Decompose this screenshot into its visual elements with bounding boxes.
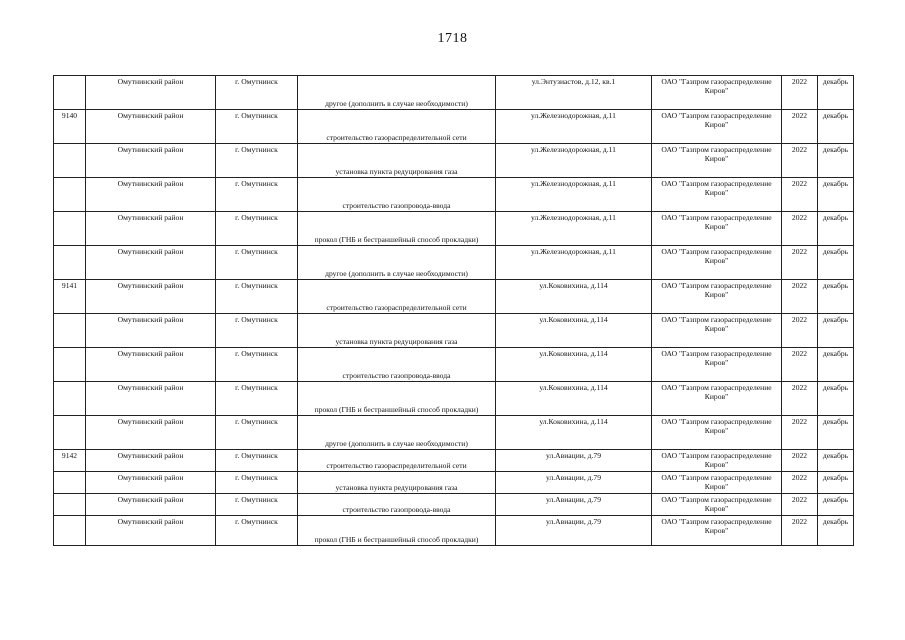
district-cell: Омутнинский район — [86, 382, 216, 416]
row-number-cell — [54, 144, 86, 178]
address-cell: ул.Коковихина, д.114 — [496, 348, 652, 382]
work-type-cell: другое (дополнить в случае необходимости) — [298, 246, 496, 280]
organization-cell: ОАО "Газпром газораспределение Киров" — [652, 348, 782, 382]
work-type-cell: строительство газопровода-ввода — [298, 178, 496, 212]
table-row — [54, 110, 854, 144]
town-cell: г. Омутнинск — [216, 516, 298, 546]
address-cell: ул.Железнодорожная, д.11 — [496, 110, 652, 144]
address-cell: ул.Авиации, д.79 — [496, 472, 652, 494]
year-cell: 2022 — [782, 144, 818, 178]
organization-cell: ОАО "Газпром газораспределение Киров" — [652, 144, 782, 178]
month-cell: декабрь — [818, 144, 854, 178]
district-cell: Омутнинский район — [86, 472, 216, 494]
work-type-cell: строительство газопровода-ввода — [298, 348, 496, 382]
month-cell: декабрь — [818, 246, 854, 280]
town-cell: г. Омутнинск — [216, 246, 298, 280]
month-cell: декабрь — [818, 348, 854, 382]
town-cell: г. Омутнинск — [216, 314, 298, 348]
year-cell: 2022 — [782, 450, 818, 472]
work-type-cell: строительство газораспределительной сети — [298, 450, 496, 472]
town-cell: г. Омутнинск — [216, 144, 298, 178]
table-row — [54, 450, 854, 472]
year-cell: 2022 — [782, 472, 818, 494]
works-table — [53, 75, 854, 546]
district-cell: Омутнинский район — [86, 516, 216, 546]
town-cell: г. Омутнинск — [216, 110, 298, 144]
month-cell: декабрь — [818, 280, 854, 314]
address-cell: ул.Авиации, д.79 — [496, 450, 652, 472]
row-number-cell — [54, 348, 86, 382]
address-cell: ул.Железнодорожная, д.11 — [496, 212, 652, 246]
district-cell: Омутнинский район — [86, 110, 216, 144]
district-cell: Омутнинский район — [86, 450, 216, 472]
row-number-cell — [54, 472, 86, 494]
work-type-cell: другое (дополнить в случае необходимости) — [298, 76, 496, 110]
address-cell: ул.Авиации, д.79 — [496, 494, 652, 516]
month-cell: декабрь — [818, 416, 854, 450]
organization-cell: ОАО "Газпром газораспределение Киров" — [652, 110, 782, 144]
table-row — [54, 494, 854, 516]
town-cell: г. Омутнинск — [216, 348, 298, 382]
work-type-cell: прокол (ГНБ и бестраншейный способ прокладки) — [298, 212, 496, 246]
row-number-cell: 9141 — [54, 280, 86, 314]
year-cell: 2022 — [782, 212, 818, 246]
year-cell: 2022 — [782, 110, 818, 144]
month-cell: декабрь — [818, 212, 854, 246]
address-cell: ул.Коковихина, д.114 — [496, 314, 652, 348]
district-cell: Омутнинский район — [86, 280, 216, 314]
address-cell: ул.Коковихина, д.114 — [496, 280, 652, 314]
year-cell: 2022 — [782, 280, 818, 314]
town-cell: г. Омутнинск — [216, 416, 298, 450]
work-type-cell: установка пункта редуцирования газа — [298, 472, 496, 494]
town-cell: г. Омутнинск — [216, 212, 298, 246]
organization-cell: ОАО "Газпром газораспределение Киров" — [652, 246, 782, 280]
month-cell: декабрь — [818, 472, 854, 494]
month-cell: декабрь — [818, 382, 854, 416]
year-cell: 2022 — [782, 416, 818, 450]
row-number-cell: 9140 — [54, 110, 86, 144]
row-number-cell — [54, 494, 86, 516]
district-cell: Омутнинский район — [86, 212, 216, 246]
work-type-cell: установка пункта редуцирования газа — [298, 314, 496, 348]
town-cell: г. Омутнинск — [216, 472, 298, 494]
organization-cell: ОАО "Газпром газораспределение Киров" — [652, 212, 782, 246]
work-type-cell: прокол (ГНБ и бестраншейный способ прокладки) — [298, 516, 496, 546]
town-cell: г. Омутнинск — [216, 76, 298, 110]
table-row — [54, 212, 854, 246]
year-cell: 2022 — [782, 348, 818, 382]
row-number-cell — [54, 178, 86, 212]
table-row — [54, 348, 854, 382]
row-number-cell — [54, 382, 86, 416]
district-cell: Омутнинский район — [86, 246, 216, 280]
table-row — [54, 382, 854, 416]
address-cell: ул.Железнодорожная, д.11 — [496, 178, 652, 212]
month-cell: декабрь — [818, 494, 854, 516]
address-cell: ул.Железнодорожная, д.11 — [496, 246, 652, 280]
table-row — [54, 314, 854, 348]
table-row — [54, 178, 854, 212]
page-number: 1718 — [437, 31, 468, 46]
organization-cell: ОАО "Газпром газораспределение Киров" — [652, 494, 782, 516]
district-cell: Омутнинский район — [86, 144, 216, 178]
work-type-cell: другое (дополнить в случае необходимости) — [298, 416, 496, 450]
district-cell: Омутнинский район — [86, 76, 216, 110]
month-cell: декабрь — [818, 76, 854, 110]
town-cell: г. Омутнинск — [216, 280, 298, 314]
district-cell: Омутнинский район — [86, 416, 216, 450]
year-cell: 2022 — [782, 494, 818, 516]
year-cell: 2022 — [782, 76, 818, 110]
table-row — [54, 472, 854, 494]
row-number-cell — [54, 314, 86, 348]
table-row — [54, 416, 854, 450]
address-cell: ул.Авиации, д.79 — [496, 516, 652, 546]
organization-cell: ОАО "Газпром газораспределение Киров" — [652, 416, 782, 450]
table-row — [54, 144, 854, 178]
district-cell: Омутнинский район — [86, 494, 216, 516]
year-cell: 2022 — [782, 246, 818, 280]
organization-cell: ОАО "Газпром газораспределение Киров" — [652, 314, 782, 348]
row-number-cell — [54, 212, 86, 246]
address-cell: ул.Коковихина, д.114 — [496, 416, 652, 450]
year-cell: 2022 — [782, 516, 818, 546]
month-cell: декабрь — [818, 516, 854, 546]
address-cell: ул.Коковихина, д.114 — [496, 382, 652, 416]
town-cell: г. Омутнинск — [216, 178, 298, 212]
district-cell: Омутнинский район — [86, 314, 216, 348]
district-cell: Омутнинский район — [86, 348, 216, 382]
work-type-cell: строительство газораспределительной сети — [298, 110, 496, 144]
row-number-cell — [54, 76, 86, 110]
address-cell: ул.Энтузиастов, д.12, кв.1 — [496, 76, 652, 110]
organization-cell: ОАО "Газпром газораспределение Киров" — [652, 516, 782, 546]
table-row — [54, 516, 854, 546]
row-number-cell — [54, 246, 86, 280]
organization-cell: ОАО "Газпром газораспределение Киров" — [652, 472, 782, 494]
town-cell: г. Омутнинск — [216, 494, 298, 516]
address-cell: ул.Железнодорожная, д.11 — [496, 144, 652, 178]
town-cell: г. Омутнинск — [216, 450, 298, 472]
year-cell: 2022 — [782, 314, 818, 348]
organization-cell: ОАО "Газпром газораспределение Киров" — [652, 280, 782, 314]
town-cell: г. Омутнинск — [216, 382, 298, 416]
organization-cell: ОАО "Газпром газораспределение Киров" — [652, 76, 782, 110]
table-row — [54, 246, 854, 280]
district-cell: Омутнинский район — [86, 178, 216, 212]
table-row — [54, 76, 854, 110]
month-cell: декабрь — [818, 178, 854, 212]
table-row — [54, 280, 854, 314]
row-number-cell — [54, 516, 86, 546]
year-cell: 2022 — [782, 178, 818, 212]
work-type-cell: установка пункта редуцирования газа — [298, 144, 496, 178]
organization-cell: ОАО "Газпром газораспределение Киров" — [652, 382, 782, 416]
organization-cell: ОАО "Газпром газораспределение Киров" — [652, 178, 782, 212]
month-cell: декабрь — [818, 314, 854, 348]
work-type-cell: строительство газопровода-ввода — [298, 494, 496, 516]
organization-cell: ОАО "Газпром газораспределение Киров" — [652, 450, 782, 472]
month-cell: декабрь — [818, 450, 854, 472]
row-number-cell — [54, 416, 86, 450]
work-type-cell: прокол (ГНБ и бестраншейный способ прокладки) — [298, 382, 496, 416]
year-cell: 2022 — [782, 382, 818, 416]
month-cell: декабрь — [818, 110, 854, 144]
row-number-cell: 9142 — [54, 450, 86, 472]
work-type-cell: строительство газораспределительной сети — [298, 280, 496, 314]
